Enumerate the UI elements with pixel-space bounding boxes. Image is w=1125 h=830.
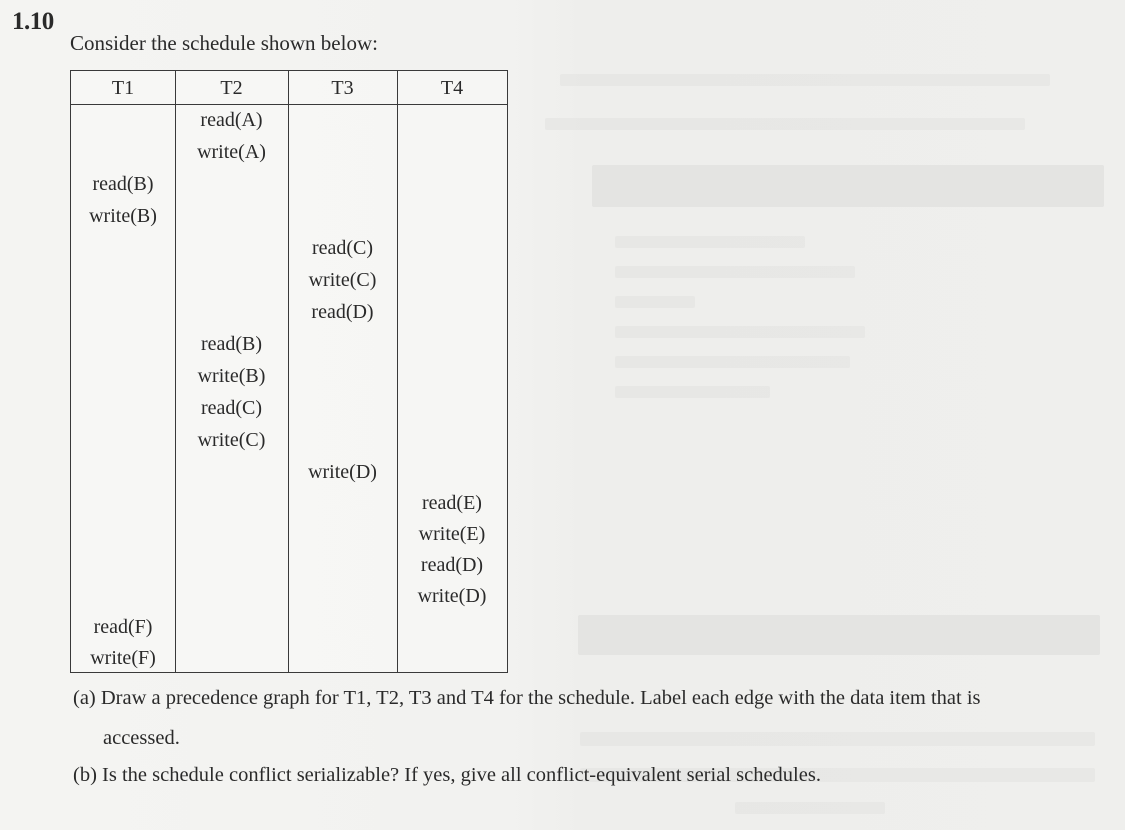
schedule-operation: read(C)	[200, 397, 263, 419]
schedule-operation: write(A)	[197, 141, 266, 163]
question-a-continuation: accessed.	[103, 727, 180, 749]
schedule-operation: read(A)	[200, 109, 263, 131]
page-bleed-line	[615, 386, 770, 398]
schedule-operation: write(B)	[197, 365, 266, 387]
column-header-t4: T4	[440, 77, 464, 99]
schedule-operation: read(B)	[92, 173, 154, 195]
schedule-operation: read(C)	[311, 237, 374, 259]
page-bleed-line	[560, 74, 1050, 86]
page-bleed-band-top	[592, 165, 1104, 207]
schedule-operation: read(D)	[311, 301, 374, 323]
schedule-table	[70, 70, 508, 673]
page-bleed-line	[615, 236, 805, 248]
page-bleed-line	[735, 802, 885, 814]
question-a-text: (a) Draw a precedence graph for T1, T2, T3 and T4 for the schedule. Label each edge with the data item that is	[73, 687, 981, 709]
schedule-operation: write(F)	[90, 647, 156, 669]
schedule-operation: read(D)	[420, 554, 484, 576]
problem-intro: Consider the schedule shown below:	[70, 31, 378, 55]
schedule-operation: write(D)	[308, 461, 377, 483]
page-bleed-line	[615, 356, 850, 368]
schedule-operation: read(F)	[93, 616, 153, 638]
column-header-t2: T2	[220, 77, 243, 99]
schedule-operation: write(C)	[308, 269, 377, 291]
header-divider	[71, 104, 507, 105]
column-header-t1: T1	[111, 77, 135, 99]
schedule-operation: write(D)	[417, 585, 487, 607]
page-bleed-line	[615, 296, 695, 308]
question-b: (b) Is the schedule conflict serializable? If yes, give all conflict-equivalent serial schedules.	[73, 764, 821, 786]
schedule-operation: read(E)	[422, 492, 482, 514]
column-header-t3: T3	[331, 77, 354, 99]
page-bleed-line	[545, 118, 1025, 130]
schedule-operation: read(B)	[200, 333, 263, 355]
page-bleed-line	[615, 266, 855, 278]
column-divider	[397, 71, 398, 672]
schedule-operation: write(B)	[89, 205, 157, 227]
page-bleed-line	[615, 326, 865, 338]
schedule-operation: write(C)	[197, 429, 266, 451]
problem-number: 1.10	[12, 8, 54, 35]
schedule-operation: write(E)	[418, 523, 486, 545]
page-bleed-band-bottom	[578, 615, 1100, 655]
question-a	[73, 678, 1113, 758]
column-divider	[288, 71, 289, 672]
